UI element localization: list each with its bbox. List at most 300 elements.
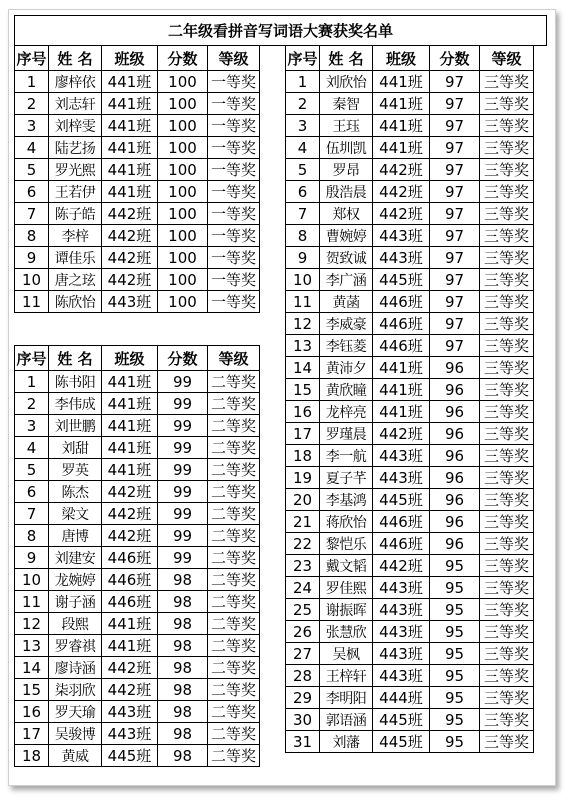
student-name: 贺致诚 <box>320 247 373 269</box>
table-row <box>286 577 534 599</box>
score-cell: 99 <box>158 437 208 459</box>
table-row <box>15 159 260 181</box>
score-cell: 97 <box>430 247 480 269</box>
row-number: 27 <box>286 643 320 665</box>
student-name: 罗睿祺 <box>49 635 102 657</box>
class-cell: 442班 <box>102 679 158 701</box>
level-cell: 一等奖 <box>208 247 260 269</box>
first-prize-table <box>14 45 260 313</box>
score-cell: 100 <box>158 269 208 291</box>
class-cell: 442班 <box>373 555 430 577</box>
table-row <box>15 415 260 437</box>
table-row <box>15 481 260 503</box>
class-cell: 446班 <box>373 533 430 555</box>
score-cell: 100 <box>158 137 208 159</box>
table-row <box>15 525 260 547</box>
class-cell: 443班 <box>373 467 430 489</box>
student-name: 王珏 <box>320 115 373 137</box>
student-name: 陈子皓 <box>49 203 102 225</box>
table-row <box>286 181 534 203</box>
score-cell: 99 <box>158 525 208 547</box>
table-row <box>286 71 534 93</box>
table-row <box>286 115 534 137</box>
class-cell: 441班 <box>102 437 158 459</box>
score-cell: 100 <box>158 93 208 115</box>
level-cell: 一等奖 <box>208 225 260 247</box>
table-row <box>286 269 534 291</box>
level-cell: 三等奖 <box>480 687 534 709</box>
class-cell: 442班 <box>373 423 430 445</box>
score-cell: 96 <box>430 401 480 423</box>
level-cell: 二等奖 <box>208 679 260 701</box>
row-number: 7 <box>15 203 49 225</box>
student-name: 陆艺扬 <box>49 137 102 159</box>
row-number: 4 <box>15 137 49 159</box>
table-row <box>15 71 260 93</box>
table-row <box>286 379 534 401</box>
row-number: 25 <box>286 599 320 621</box>
row-number: 26 <box>286 621 320 643</box>
level-cell: 三等奖 <box>480 357 534 379</box>
score-cell: 100 <box>158 291 208 313</box>
class-cell: 443班 <box>373 621 430 643</box>
score-cell: 99 <box>158 547 208 569</box>
level-cell: 一等奖 <box>208 291 260 313</box>
score-cell: 98 <box>158 613 208 635</box>
table-row <box>286 467 534 489</box>
row-number: 17 <box>15 723 49 745</box>
class-cell: 442班 <box>102 203 158 225</box>
score-cell: 96 <box>430 511 480 533</box>
score-cell: 97 <box>430 313 480 335</box>
level-cell: 三等奖 <box>480 423 534 445</box>
class-cell: 441班 <box>102 137 158 159</box>
row-number: 12 <box>286 313 320 335</box>
score-cell: 96 <box>430 445 480 467</box>
table-row <box>15 115 260 137</box>
student-name: 柒羽欣 <box>49 679 102 701</box>
class-cell: 441班 <box>102 115 158 137</box>
level-cell: 三等奖 <box>480 313 534 335</box>
score-cell: 96 <box>430 379 480 401</box>
header-score: 分数 <box>158 46 208 71</box>
table-row <box>286 533 534 555</box>
table-row <box>15 93 260 115</box>
level-cell: 三等奖 <box>480 599 534 621</box>
score-cell: 100 <box>158 247 208 269</box>
student-name: 郭语涵 <box>320 709 373 731</box>
student-name: 龙婉婷 <box>49 569 102 591</box>
class-cell: 446班 <box>102 591 158 613</box>
row-number: 31 <box>286 731 320 753</box>
row-number: 23 <box>286 555 320 577</box>
score-cell: 98 <box>158 569 208 591</box>
student-name: 罗瑾晨 <box>320 423 373 445</box>
score-cell: 95 <box>430 643 480 665</box>
row-number: 6 <box>15 481 49 503</box>
student-name: 李一航 <box>320 445 373 467</box>
row-number: 6 <box>286 181 320 203</box>
level-cell: 三等奖 <box>480 621 534 643</box>
score-cell: 95 <box>430 599 480 621</box>
class-cell: 442班 <box>373 203 430 225</box>
table-header-row <box>15 46 260 71</box>
class-cell: 441班 <box>102 71 158 93</box>
row-number: 8 <box>15 525 49 547</box>
class-cell: 441班 <box>373 379 430 401</box>
score-cell: 97 <box>430 225 480 247</box>
class-cell: 441班 <box>102 635 158 657</box>
class-cell: 441班 <box>102 93 158 115</box>
level-cell: 二等奖 <box>208 591 260 613</box>
level-cell: 三等奖 <box>480 643 534 665</box>
row-number: 24 <box>286 577 320 599</box>
table-row <box>286 709 534 731</box>
class-cell: 442班 <box>102 225 158 247</box>
student-name: 戴文韬 <box>320 555 373 577</box>
row-number: 10 <box>286 269 320 291</box>
class-cell: 442班 <box>102 525 158 547</box>
header-number: 序号 <box>15 46 49 71</box>
score-cell: 98 <box>158 657 208 679</box>
student-name: 唐之玹 <box>49 269 102 291</box>
student-name: 李梓 <box>49 225 102 247</box>
table-row <box>286 643 534 665</box>
row-number: 7 <box>286 203 320 225</box>
header-class: 班级 <box>102 46 158 71</box>
page-title: 二年级看拼音写词语大赛获奖名单 <box>14 15 547 46</box>
student-name: 龙梓亮 <box>320 401 373 423</box>
class-cell: 443班 <box>373 643 430 665</box>
class-cell: 443班 <box>373 577 430 599</box>
row-number: 4 <box>15 437 49 459</box>
header-level: 等级 <box>208 46 260 71</box>
header-name: 姓 名 <box>320 46 373 71</box>
table-row <box>15 701 260 723</box>
score-cell: 98 <box>158 591 208 613</box>
student-name: 黎恺乐 <box>320 533 373 555</box>
student-name: 刘志轩 <box>49 93 102 115</box>
header-score: 分数 <box>158 346 208 371</box>
level-cell: 三等奖 <box>480 533 534 555</box>
table-row <box>286 555 534 577</box>
table-row <box>286 335 534 357</box>
student-name: 黄欣瞳 <box>320 379 373 401</box>
class-cell: 446班 <box>373 291 430 313</box>
score-cell: 96 <box>430 357 480 379</box>
level-cell: 二等奖 <box>208 613 260 635</box>
level-cell: 一等奖 <box>208 93 260 115</box>
class-cell: 441班 <box>373 357 430 379</box>
class-cell: 441班 <box>102 181 158 203</box>
student-name: 李威豪 <box>320 313 373 335</box>
class-cell: 441班 <box>102 613 158 635</box>
table-row <box>15 635 260 657</box>
table-row <box>286 489 534 511</box>
header-name: 姓 名 <box>49 46 102 71</box>
student-name: 吴骏博 <box>49 723 102 745</box>
level-cell: 二等奖 <box>208 525 260 547</box>
row-number: 9 <box>15 547 49 569</box>
student-name: 陈杰 <box>49 481 102 503</box>
level-cell: 三等奖 <box>480 665 534 687</box>
class-cell: 441班 <box>102 159 158 181</box>
table-row <box>286 203 534 225</box>
score-cell: 100 <box>158 203 208 225</box>
table-row <box>15 393 260 415</box>
score-cell: 95 <box>430 555 480 577</box>
row-number: 20 <box>286 489 320 511</box>
header-name: 姓 名 <box>49 346 102 371</box>
table-row <box>286 137 534 159</box>
row-number: 7 <box>15 503 49 525</box>
student-name: 李基鸿 <box>320 489 373 511</box>
level-cell: 一等奖 <box>208 159 260 181</box>
student-name: 伍圳凯 <box>320 137 373 159</box>
table-row <box>15 203 260 225</box>
table-row <box>286 247 534 269</box>
second-prize-table <box>14 345 260 767</box>
class-cell: 445班 <box>373 709 430 731</box>
row-number: 17 <box>286 423 320 445</box>
table-row <box>15 459 260 481</box>
table-row <box>286 665 534 687</box>
class-cell: 445班 <box>373 489 430 511</box>
student-name: 谭佳乐 <box>49 247 102 269</box>
level-cell: 二等奖 <box>208 393 260 415</box>
table-row <box>286 225 534 247</box>
level-cell: 三等奖 <box>480 71 534 93</box>
class-cell: 443班 <box>102 723 158 745</box>
score-cell: 96 <box>430 489 480 511</box>
student-name: 刘欣怡 <box>320 71 373 93</box>
class-cell: 443班 <box>373 445 430 467</box>
level-cell: 三等奖 <box>480 203 534 225</box>
table-row <box>15 137 260 159</box>
student-name: 罗光熙 <box>49 159 102 181</box>
student-name: 王若伊 <box>49 181 102 203</box>
student-name: 夏子芊 <box>320 467 373 489</box>
student-name: 殷浩晨 <box>320 181 373 203</box>
student-name: 黄威 <box>49 745 102 767</box>
score-cell: 99 <box>158 503 208 525</box>
row-number: 9 <box>15 247 49 269</box>
score-cell: 99 <box>158 393 208 415</box>
row-number: 2 <box>15 393 49 415</box>
score-cell: 97 <box>430 269 480 291</box>
level-cell: 三等奖 <box>480 445 534 467</box>
table-row <box>15 503 260 525</box>
table-row <box>15 437 260 459</box>
student-name: 郑权 <box>320 203 373 225</box>
score-cell: 97 <box>430 335 480 357</box>
level-cell: 二等奖 <box>208 635 260 657</box>
score-cell: 99 <box>158 371 208 393</box>
table-row <box>286 357 534 379</box>
student-name: 蒋欣怡 <box>320 511 373 533</box>
score-cell: 97 <box>430 203 480 225</box>
class-cell: 442班 <box>373 159 430 181</box>
level-cell: 二等奖 <box>208 371 260 393</box>
table-row <box>286 687 534 709</box>
row-number: 12 <box>15 613 49 635</box>
table-row <box>15 269 260 291</box>
class-cell: 441班 <box>373 71 430 93</box>
level-cell: 一等奖 <box>208 203 260 225</box>
table-row <box>15 591 260 613</box>
student-name: 李明阳 <box>320 687 373 709</box>
level-cell: 一等奖 <box>208 269 260 291</box>
score-cell: 99 <box>158 459 208 481</box>
row-number: 4 <box>286 137 320 159</box>
level-cell: 一等奖 <box>208 71 260 93</box>
level-cell: 三等奖 <box>480 269 534 291</box>
class-cell: 442班 <box>102 657 158 679</box>
student-name: 罗佳熙 <box>320 577 373 599</box>
level-cell: 三等奖 <box>480 731 534 753</box>
table-row <box>286 423 534 445</box>
level-cell: 二等奖 <box>208 459 260 481</box>
table-row <box>286 93 534 115</box>
level-cell: 三等奖 <box>480 401 534 423</box>
score-cell: 97 <box>430 71 480 93</box>
score-cell: 99 <box>158 415 208 437</box>
student-name: 黄菡 <box>320 291 373 313</box>
student-name: 李钰菱 <box>320 335 373 357</box>
score-cell: 97 <box>430 181 480 203</box>
student-name: 刘世鹏 <box>49 415 102 437</box>
score-cell: 95 <box>430 621 480 643</box>
table-row <box>286 511 534 533</box>
table-row <box>15 371 260 393</box>
class-cell: 443班 <box>373 247 430 269</box>
level-cell: 三等奖 <box>480 247 534 269</box>
class-cell: 443班 <box>373 665 430 687</box>
row-number: 14 <box>15 657 49 679</box>
header-number: 序号 <box>286 46 320 71</box>
table-row <box>15 569 260 591</box>
row-number: 2 <box>286 93 320 115</box>
student-name: 黄沛夕 <box>320 357 373 379</box>
row-number: 11 <box>15 291 49 313</box>
level-cell: 一等奖 <box>208 181 260 203</box>
student-name: 谢振晖 <box>320 599 373 621</box>
student-name: 刘梓雯 <box>49 115 102 137</box>
level-cell: 一等奖 <box>208 115 260 137</box>
row-number: 22 <box>286 533 320 555</box>
level-cell: 二等奖 <box>208 437 260 459</box>
class-cell: 442班 <box>102 503 158 525</box>
student-name: 刘甜 <box>49 437 102 459</box>
class-cell: 445班 <box>373 731 430 753</box>
table-row <box>15 679 260 701</box>
class-cell: 444班 <box>373 687 430 709</box>
level-cell: 二等奖 <box>208 503 260 525</box>
level-cell: 三等奖 <box>480 489 534 511</box>
row-number: 5 <box>15 159 49 181</box>
table-row <box>15 181 260 203</box>
row-number: 1 <box>15 71 49 93</box>
score-cell: 96 <box>430 533 480 555</box>
score-cell: 98 <box>158 745 208 767</box>
score-cell: 98 <box>158 723 208 745</box>
score-cell: 95 <box>430 687 480 709</box>
level-cell: 三等奖 <box>480 291 534 313</box>
row-number: 11 <box>15 591 49 613</box>
header-class: 班级 <box>102 346 158 371</box>
student-name: 廖诗涵 <box>49 657 102 679</box>
header-score: 分数 <box>430 46 480 71</box>
class-cell: 441班 <box>102 459 158 481</box>
header-class: 班级 <box>373 46 430 71</box>
student-name: 谢子涵 <box>49 591 102 613</box>
level-cell: 二等奖 <box>208 723 260 745</box>
table-row <box>286 621 534 643</box>
class-cell: 445班 <box>373 269 430 291</box>
score-cell: 95 <box>430 731 480 753</box>
level-cell: 三等奖 <box>480 115 534 137</box>
class-cell: 446班 <box>373 335 430 357</box>
table-row <box>15 291 260 313</box>
table-row <box>286 445 534 467</box>
class-cell: 443班 <box>102 291 158 313</box>
table-row <box>15 723 260 745</box>
class-cell: 441班 <box>373 401 430 423</box>
class-cell: 441班 <box>373 93 430 115</box>
level-cell: 二等奖 <box>208 569 260 591</box>
score-cell: 100 <box>158 115 208 137</box>
score-cell: 98 <box>158 679 208 701</box>
class-cell: 442班 <box>102 269 158 291</box>
level-cell: 二等奖 <box>208 415 260 437</box>
row-number: 3 <box>286 115 320 137</box>
level-cell: 三等奖 <box>480 555 534 577</box>
row-number: 18 <box>15 745 49 767</box>
class-cell: 443班 <box>373 225 430 247</box>
class-cell: 445班 <box>102 745 158 767</box>
student-name: 刘藩 <box>320 731 373 753</box>
level-cell: 一等奖 <box>208 137 260 159</box>
student-name: 梁文 <box>49 503 102 525</box>
class-cell: 441班 <box>102 415 158 437</box>
class-cell: 446班 <box>102 547 158 569</box>
student-name: 廖梓依 <box>49 71 102 93</box>
table-row <box>286 313 534 335</box>
class-cell: 441班 <box>102 371 158 393</box>
table-row <box>15 745 260 767</box>
class-cell: 443班 <box>373 599 430 621</box>
third-prize-table <box>285 45 534 753</box>
class-cell: 446班 <box>373 511 430 533</box>
score-cell: 95 <box>430 577 480 599</box>
table-row <box>286 159 534 181</box>
row-number: 15 <box>286 379 320 401</box>
table-row <box>15 225 260 247</box>
student-name: 刘建安 <box>49 547 102 569</box>
student-name: 曹婉婷 <box>320 225 373 247</box>
row-number: 18 <box>286 445 320 467</box>
score-cell: 96 <box>430 423 480 445</box>
row-number: 11 <box>286 291 320 313</box>
student-name: 罗昂 <box>320 159 373 181</box>
level-cell: 三等奖 <box>480 511 534 533</box>
level-cell: 三等奖 <box>480 93 534 115</box>
score-cell: 97 <box>430 115 480 137</box>
score-cell: 97 <box>430 159 480 181</box>
score-cell: 98 <box>158 701 208 723</box>
score-cell: 95 <box>430 665 480 687</box>
class-cell: 441班 <box>102 393 158 415</box>
